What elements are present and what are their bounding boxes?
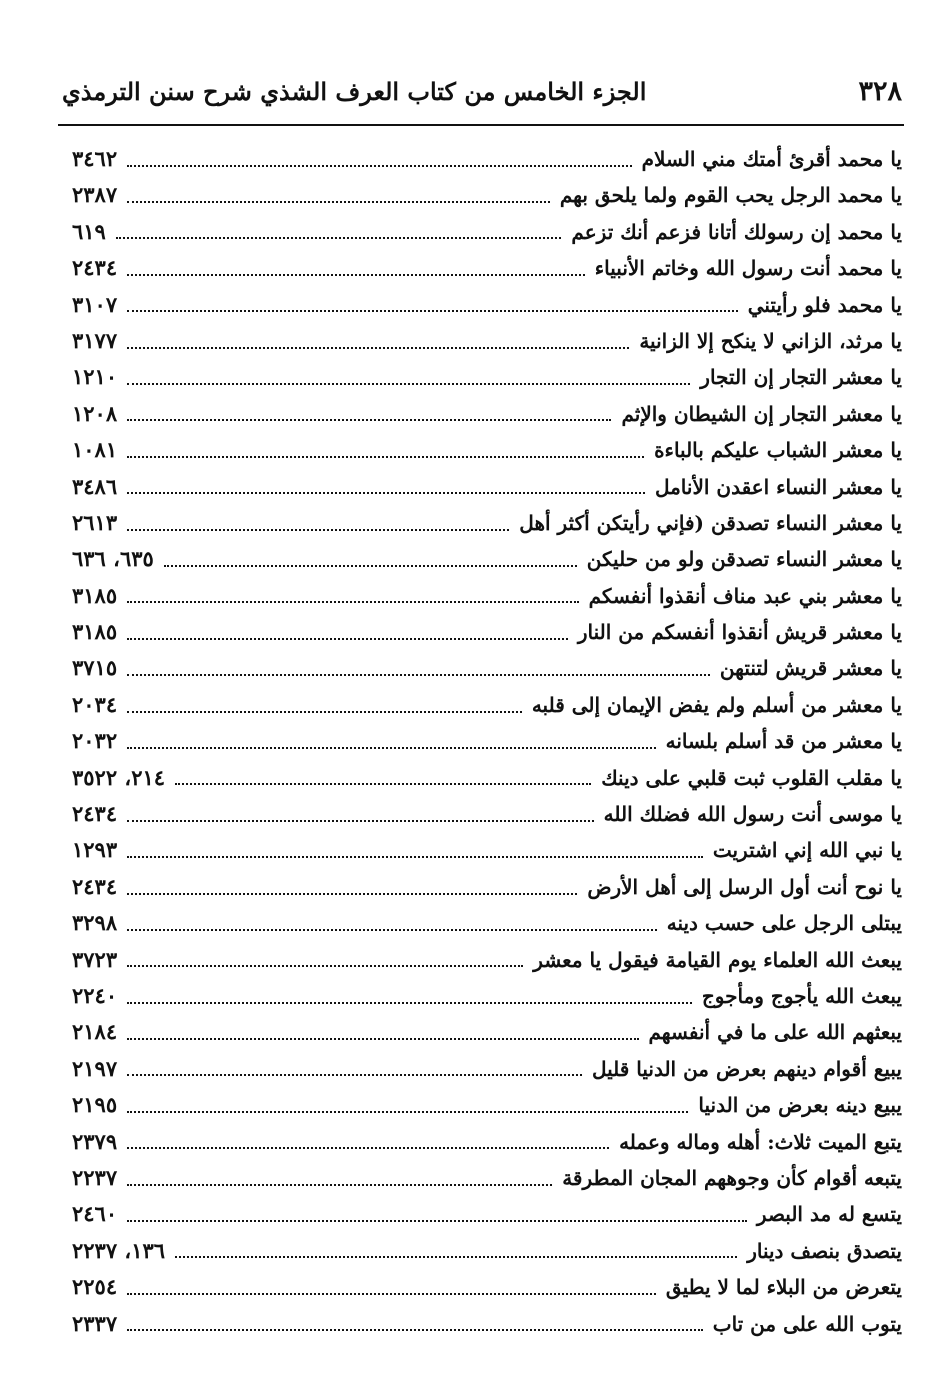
entry-text: يا معشر من قد أسلم بلسانه (665, 729, 902, 754)
dot-leader (127, 200, 550, 203)
index-entry (72, 1196, 902, 1232)
index-entry (72, 396, 902, 432)
dot-leader (127, 1146, 609, 1149)
page-header (62, 74, 902, 114)
entry-text: يتسع له مد البصر (756, 1202, 902, 1227)
index-entry (72, 614, 902, 650)
dot-leader (116, 236, 562, 239)
entry-text: يا معشر التجار إن الشيطان والإثم (621, 401, 902, 426)
entry-text: يا مرثد، الزاني لا ينكح إلا الزانية (639, 328, 902, 353)
entry-text: يا معشر قريش أنقذوا أنفسكم من النار (577, 620, 902, 645)
index-entry (72, 432, 902, 468)
dot-leader (127, 892, 577, 895)
index-entry (72, 723, 902, 759)
dot-leader (175, 782, 591, 785)
entry-text: يا موسى أنت رسول الله فضلك الله (603, 802, 902, 827)
entry-reference-numbers: ٣٢٩٨ (72, 910, 118, 936)
entry-reference-numbers: ٢٣٧٩ (72, 1128, 118, 1154)
index-entry (72, 1233, 902, 1269)
index-entry (72, 177, 902, 213)
entry-text: يا معشر بني عبد مناف أنقذوا أنفسكم (588, 583, 902, 608)
entry-reference-numbers: ٦١٩ (72, 218, 106, 244)
index-entry (72, 1087, 902, 1123)
dot-leader (127, 964, 523, 967)
index-entry (72, 141, 902, 177)
dot-leader (127, 382, 690, 385)
entry-reference-numbers: ٢٢٥٤ (72, 1274, 118, 1300)
entry-text: يا معشر الشباب عليكم بالباءة (654, 438, 902, 463)
entry-text: يا معشر التجار إن التجار (700, 365, 902, 390)
entry-reference-numbers: ٣٤٨٦ (72, 473, 118, 499)
index-entry (72, 1160, 902, 1196)
entry-reference-numbers: ١٢٠٨ (72, 400, 118, 426)
dot-leader (127, 1037, 638, 1040)
index-entry (72, 978, 902, 1014)
entry-reference-numbers: ٢٦١٣ (72, 509, 118, 535)
dot-leader (127, 746, 656, 749)
entry-reference-numbers: ٢٢٣٧ (72, 1164, 118, 1190)
dot-leader (127, 1328, 703, 1331)
index-entry (72, 505, 902, 541)
entry-text: يا نوح أنت أول الرسل إلى أهل الأرض (587, 874, 902, 899)
dot-leader (127, 164, 632, 167)
entry-reference-numbers: ١٢٩٣ (72, 837, 118, 863)
index-entry (72, 1269, 902, 1305)
entry-reference-numbers: ٣١٧٧ (72, 327, 118, 353)
index-entry (72, 1051, 902, 1087)
index-entry (72, 287, 902, 323)
entry-reference-numbers: ٢٤٣٤ (72, 801, 118, 827)
entry-reference-numbers: ٢١٨٤ (72, 1019, 118, 1045)
entry-reference-numbers: ٣٧١٥ (72, 655, 118, 681)
entry-text: يا محمد الرجل يحب القوم ولما يلحق بهم (559, 183, 902, 208)
entry-reference-numbers: ١٠٨١ (72, 437, 118, 463)
entry-text: يبيع دينه بعرض من الدنيا (698, 1093, 902, 1118)
dot-leader (127, 928, 657, 931)
index-entry-list (72, 141, 902, 1342)
entry-reference-numbers: ٢٣٣٧ (72, 1310, 118, 1336)
entry-reference-numbers: ٣١٠٧ (72, 291, 118, 317)
entry-reference-numbers: ٢١٩٥ (72, 1092, 118, 1118)
index-entry (72, 578, 902, 614)
entry-reference-numbers: ٣٤٦٢ (72, 146, 118, 171)
dot-leader (127, 309, 738, 312)
index-entry (72, 687, 902, 723)
dot-leader (127, 528, 509, 531)
entry-text: يتوب الله على من تاب (712, 1311, 902, 1336)
entry-text: يتبعه أقوام كأن وجوههم المجان المطرقة (562, 1165, 902, 1190)
entry-reference-numbers: ٣١٨٥ (72, 619, 118, 645)
entry-text: يا معشر النساء اعقدن الأنامل (654, 474, 902, 499)
entry-reference-numbers: ٢٠٣٢ (72, 728, 118, 754)
running-title: الجزء الخامس من كتاب العرف الشذي شرح سنن الترمذي (62, 77, 647, 106)
dot-leader (127, 455, 644, 458)
dot-leader (127, 346, 629, 349)
dot-leader (127, 1183, 552, 1186)
entry-reference-numbers: ٢٣٨٧ (72, 182, 118, 208)
entry-text: يبعث الله العلماء يوم القيامة فيقول يا معشر (533, 947, 902, 972)
entry-text: يا محمد أقرئ أمتك مني السلام (641, 147, 902, 171)
entry-text: يا معشر النساء تصدقن ولو من حليكن (586, 547, 902, 572)
dot-leader (127, 710, 522, 713)
entry-text: يبتلى الرجل على حسب دينه (666, 911, 902, 936)
index-entry (72, 869, 902, 905)
dot-leader (127, 819, 594, 822)
entry-reference-numbers: ٢٤٣٤ (72, 255, 118, 281)
index-entry (72, 541, 902, 577)
entry-text: يتصدق بنصف دينار (747, 1238, 902, 1263)
entry-reference-numbers: ١٣٦، ٢٢٣٧ (72, 1237, 166, 1263)
index-entry (72, 650, 902, 686)
dot-leader (127, 418, 611, 421)
entry-reference-numbers: ٦٣٥، ٦٣٦ (72, 546, 154, 572)
entry-reference-numbers: ٣١٨٥ (72, 582, 118, 608)
index-entry (72, 250, 902, 286)
entry-text: يا معشر قريش لتنتهن (719, 656, 902, 681)
index-entry (72, 1124, 902, 1160)
index-entry (72, 905, 902, 941)
dot-leader (127, 1073, 582, 1076)
dot-leader (127, 1219, 747, 1222)
dot-leader (127, 855, 703, 858)
dot-leader (127, 491, 645, 494)
index-entry (72, 760, 902, 796)
entry-text: يا محمد إن رسولك أتانا فزعم أنك تزعم (571, 219, 902, 244)
entry-reference-numbers: ٢٠٣٤ (72, 691, 118, 717)
index-entry (72, 796, 902, 832)
index-entry (72, 1014, 902, 1050)
index-entry (72, 359, 902, 395)
header-divider (58, 124, 904, 126)
index-entry (72, 323, 902, 359)
entry-reference-numbers: ٣٧٢٣ (72, 946, 118, 972)
entry-reference-numbers: ٢٤٦٠ (72, 1201, 118, 1227)
dot-leader (127, 1110, 688, 1113)
entry-reference-numbers: ٢١٤، ٣٥٢٢ (72, 764, 166, 790)
entry-text: يتبع الميت ثلاث: أهله وماله وعمله (619, 1129, 902, 1154)
index-entry (72, 214, 902, 250)
dot-leader (164, 564, 577, 567)
entry-reference-numbers: ٢٢٤٠ (72, 982, 118, 1008)
index-entry (72, 832, 902, 868)
dot-leader (127, 273, 585, 276)
index-entry (72, 1306, 902, 1342)
entry-reference-numbers: ١٢١٠ (72, 364, 118, 390)
entry-text: يا محمد فلو رأيتني (747, 292, 902, 317)
dot-leader (127, 1292, 656, 1295)
page-number: ٣٢٨ (858, 76, 902, 107)
entry-text: يا معشر النساء تصدقن (فإني رأيتكن أكثر أهل (519, 510, 902, 535)
entry-text: يبعث الله يأجوج ومأجوج (701, 983, 902, 1008)
index-entry (72, 942, 902, 978)
entry-text: يبعثهم الله على ما في أنفسهم (648, 1020, 902, 1045)
entry-text: يا مقلب القلوب ثبت قلبي على دينك (601, 765, 902, 790)
entry-text: يتعرض من البلاء لما لا يطيق (665, 1275, 902, 1300)
entry-text: يا محمد أنت رسول الله وخاتم الأنبياء (594, 256, 902, 281)
index-entry (72, 469, 902, 505)
entry-text: يا نبي الله إني اشتريت (712, 838, 902, 863)
dot-leader (127, 637, 568, 640)
entry-reference-numbers: ٢٤٣٤ (72, 873, 118, 899)
dot-leader (175, 1255, 737, 1258)
dot-leader (127, 673, 710, 676)
entry-reference-numbers: ٢١٩٧ (72, 1055, 118, 1081)
entry-text: يبيع أقوام دينهم بعرض من الدنيا قليل (591, 1056, 902, 1081)
dot-leader (127, 600, 578, 603)
dot-leader (127, 1001, 692, 1004)
entry-text: يا معشر من أسلم ولم يفض الإيمان إلى قلبه (531, 692, 902, 717)
